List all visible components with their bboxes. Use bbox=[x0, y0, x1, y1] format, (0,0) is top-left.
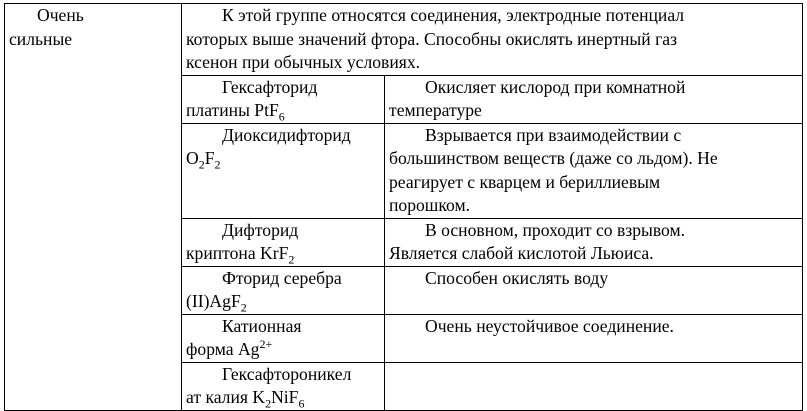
description-line: ксенон при обычных условиях. bbox=[186, 52, 421, 72]
formula-text: платины PtF bbox=[186, 100, 279, 120]
category-cell bbox=[5, 4, 182, 411]
formula-text: ат калия K bbox=[186, 387, 266, 407]
description-line: которых выше значений фтора. Способны окислять инертный газ bbox=[186, 28, 678, 49]
compound-formula bbox=[186, 147, 380, 171]
formula-subscript: 6 bbox=[278, 109, 285, 123]
compound-formula bbox=[186, 338, 380, 362]
compound-name: Диоксидифторид bbox=[222, 124, 351, 145]
formula-subscript: 2 bbox=[214, 157, 221, 172]
category-line: сильные bbox=[9, 28, 73, 49]
compound-name-cell bbox=[182, 218, 385, 266]
compound-formula bbox=[186, 242, 380, 266]
property-line: Способен окислять воду bbox=[425, 267, 609, 288]
formula-text: (II)AgF bbox=[186, 291, 241, 311]
property-line: В основном, проходит со взрывом. bbox=[425, 219, 686, 240]
compound-formula bbox=[186, 290, 380, 314]
compound-name: Дифторид bbox=[222, 219, 299, 240]
property-line: порошком. bbox=[389, 195, 471, 215]
property-line: Окисляет кислород при комнатной bbox=[425, 76, 686, 97]
property-line: температуре bbox=[389, 100, 482, 120]
compound-name: Катионная bbox=[222, 315, 302, 336]
formula-text: F bbox=[204, 148, 215, 168]
property-line: Очень неустойчивое соединение. bbox=[425, 315, 674, 336]
formula-subscript: 2 bbox=[240, 300, 247, 314]
formula-subscript: 2 bbox=[288, 252, 295, 266]
property-cell bbox=[385, 266, 803, 314]
formula-subscript: 2 bbox=[265, 396, 272, 410]
property-cell bbox=[385, 362, 803, 410]
property-line: реагирует с кварцем и бериллиевым bbox=[389, 171, 661, 192]
compound-name-cell bbox=[182, 266, 385, 314]
group-description-cell bbox=[182, 4, 803, 76]
compound-name: Гексафтороникел bbox=[222, 363, 352, 384]
formula-text: O bbox=[186, 148, 199, 168]
compound-formula bbox=[186, 99, 380, 123]
property-cell bbox=[385, 218, 803, 266]
compound-name-cell bbox=[182, 314, 385, 362]
compound-formula bbox=[186, 386, 380, 410]
property-line: Является слабой кислотой Льюиса. bbox=[389, 243, 654, 263]
compound-name: Фторид серебра bbox=[222, 267, 342, 288]
property-line: Взрывается при взаимодействии с bbox=[425, 124, 682, 145]
formula-text: криптона KrF bbox=[186, 243, 289, 263]
compound-name-cell bbox=[182, 75, 385, 123]
formula-superscript: 2+ bbox=[259, 337, 273, 352]
oxidizers-table bbox=[4, 3, 803, 411]
property-line: большинством веществ (даже со льдом). Не bbox=[389, 148, 718, 168]
compound-name-cell bbox=[182, 362, 385, 410]
formula-text: NiF bbox=[271, 387, 299, 407]
category-line: Очень bbox=[37, 5, 84, 25]
property-cell bbox=[385, 123, 803, 218]
description-line: К этой группе относятся соединения, электродные потенциал bbox=[222, 5, 685, 25]
compound-name-cell bbox=[182, 123, 385, 218]
formula-subscript: 2 bbox=[198, 157, 205, 172]
property-cell bbox=[385, 314, 803, 362]
property-cell bbox=[385, 75, 803, 123]
formula-subscript: 6 bbox=[298, 396, 305, 410]
formula-text: форма Ag bbox=[186, 339, 260, 359]
compound-name: Гексафторид bbox=[222, 76, 318, 97]
table-row bbox=[5, 4, 803, 76]
